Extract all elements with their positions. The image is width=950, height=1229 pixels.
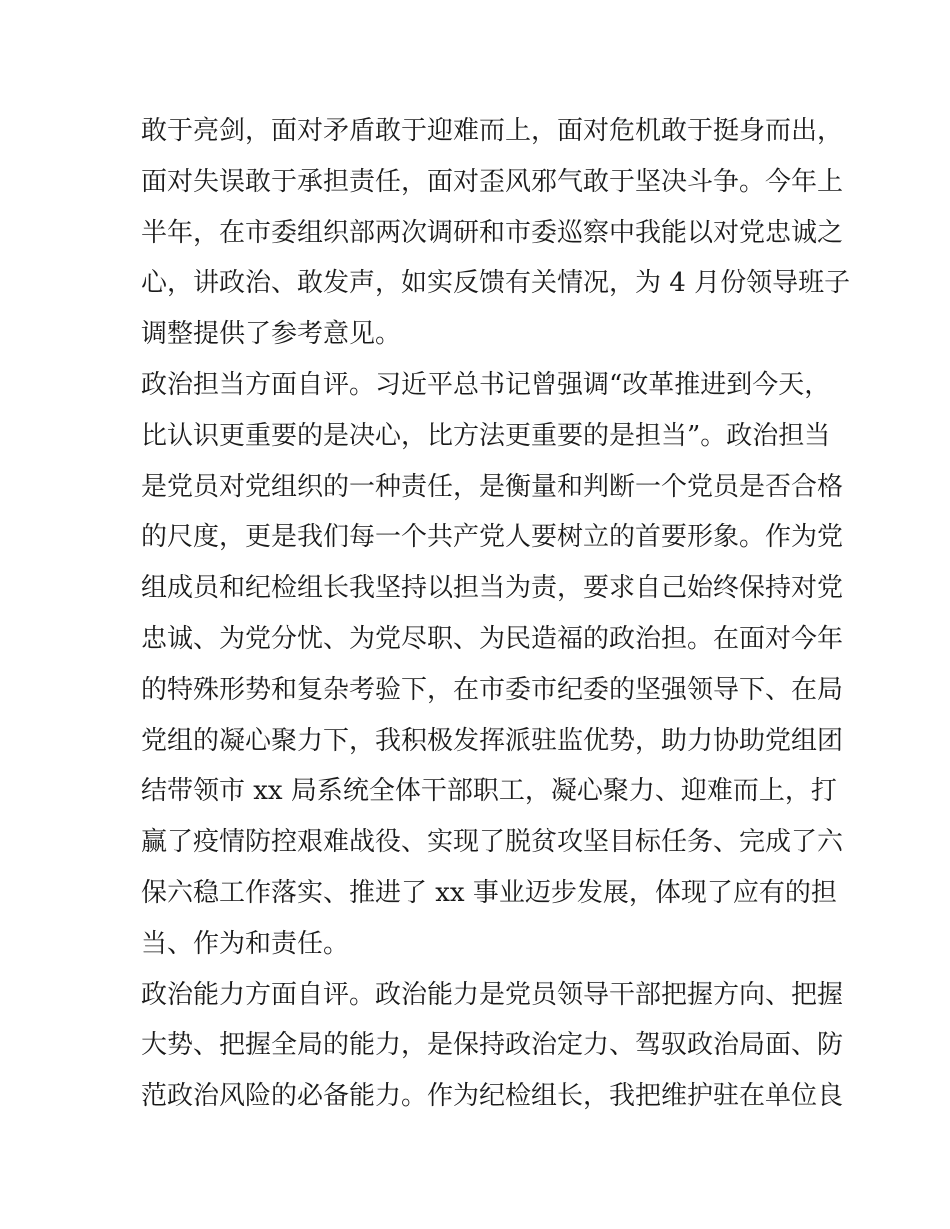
text-line: 敢于亮剑，面对矛盾敢于迎难而上，面对危机敢于挺身而出， bbox=[141, 116, 844, 146]
text-line: 是党员对党组织的一种责任，是衡量和判断一个党员是否合格 bbox=[141, 471, 844, 502]
text-line: 半年，在市委组织部两次调研和市委巡察中我能以对党忠诚之 bbox=[141, 217, 844, 248]
text-line: 调整提供了参考意见。 bbox=[141, 319, 402, 350]
text-line: 大势、把握全局的能力，是保持政治定力、驾驭政治局面、防 bbox=[141, 1030, 844, 1061]
text-line: 政治担当方面自评。习近平总书记曾强调“改革推进到今天， bbox=[141, 369, 831, 400]
text-line: 面对失误敢于承担责任，面对歪风邪气敢于坚决斗争。今年上 bbox=[141, 166, 844, 197]
text-line: 的特殊形势和复杂考验下，在市委市纪委的坚强领导下、在局 bbox=[141, 674, 844, 705]
body-text bbox=[141, 106, 851, 1122]
text-line: 比认识更重要的是决心，比方法更重要的是担当”。政治担当 bbox=[141, 420, 831, 451]
text-line: 结带领市 xx 局系统全体干部职工，凝心聚力、迎难而上，打 bbox=[141, 776, 837, 807]
text-line: 保六稳工作落实、推进了 xx 事业迈步发展，体现了应有的担 bbox=[141, 877, 837, 908]
text-line: 忠诚、为党分忧、为党尽职、为民造福的政治担。在面对今年 bbox=[141, 623, 844, 654]
text-line: 范政治风险的必备能力。作为纪检组长，我把维护驻在单位良 bbox=[141, 1081, 844, 1112]
text-line: 赢了疫情防控艰难战役、实现了脱贫攻坚目标任务、完成了六 bbox=[141, 827, 844, 858]
text-line: 党组的凝心聚力下，我积极发挥派驻监优势，助力协助党组团 bbox=[141, 725, 844, 756]
text-line: 的尺度，更是我们每一个共产党人要树立的首要形象。作为党 bbox=[141, 522, 844, 553]
text-line: 组成员和纪检组长我坚持以担当为责，要求自己始终保持对党 bbox=[141, 573, 844, 604]
text-line: 心，讲政治、敢发声，如实反馈有关情况，为 4 月份领导班子 bbox=[141, 268, 851, 299]
text-line: 当、作为和责任。 bbox=[141, 928, 350, 959]
text-line: 政治能力方面自评。政治能力是党员领导干部把握方向、把握 bbox=[141, 979, 844, 1010]
